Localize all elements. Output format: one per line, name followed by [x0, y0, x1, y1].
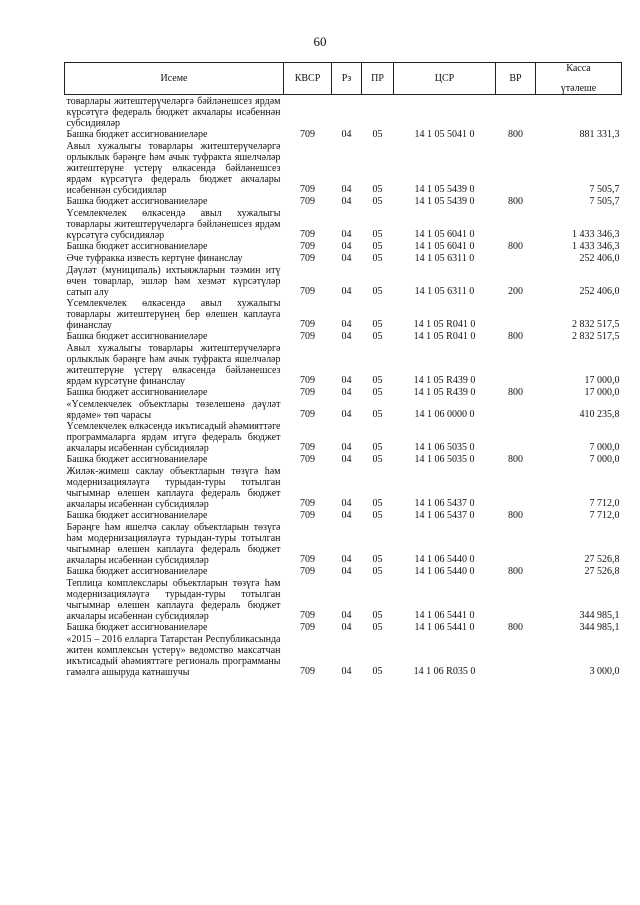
row-name-cell: товарлары житештерүчеләргә бәйләнешсез ярдәм күрсәтүгә федераль бюджет акчалары исәбеннән субсидияләр	[66, 96, 281, 129]
row-pr-cell: 05	[372, 196, 383, 207]
row-csr-cell: 14 1 05 5439 0	[414, 184, 475, 195]
row-rz-cell: 04	[341, 319, 352, 330]
row-pr-cell: 05	[372, 666, 383, 677]
row-name-cell: Үсемлекчелек өлкәсендә авыл хужалыгы товарлары житештерүчеләргә бәйләнешсез ярдәм күрсәтүгә субсидияләр	[66, 208, 281, 241]
row-amount-cell: 27 526,8	[584, 554, 620, 565]
row-rz-cell: 04	[341, 241, 352, 252]
row-kvsr-cell: 709	[300, 229, 315, 240]
row-pr-cell: 05	[372, 510, 383, 521]
row-pr-cell: 05	[372, 454, 383, 465]
row-pr-cell: 05	[372, 387, 383, 398]
row-vr-cell	[496, 253, 536, 265]
row-pr-cell: 05	[372, 184, 383, 195]
row-name-cell: «Үсемлекчелек объектлары төзелешенә дәүләт ярдәме» төп чарасы	[66, 399, 281, 421]
row-kvsr-cell: 709	[300, 510, 315, 521]
row-csr-cell: 14 1 05 5041 0	[414, 129, 475, 140]
row-name-cell: Башка бюджет ассигнованиеләре	[66, 331, 208, 342]
row-kvsr-cell: 709	[300, 319, 315, 330]
row-vr-cell: 800	[508, 331, 523, 342]
row-csr-cell: 14 1 05 6041 0	[414, 241, 475, 252]
row-vr-cell	[496, 399, 536, 421]
row-amount-cell: 7 000,0	[589, 442, 620, 453]
row-kvsr-cell: 709	[300, 331, 315, 342]
row-rz-cell: 04	[341, 331, 352, 342]
row-csr-cell: 14 1 05 R041 0	[413, 331, 476, 342]
row-csr-cell: 14 1 06 5035 0	[414, 454, 475, 465]
page-number: 60	[313, 34, 327, 49]
row-amount-cell: 1 433 346,3	[572, 229, 620, 240]
row-pr-cell: 05	[372, 253, 383, 264]
row-vr-cell: 800	[508, 454, 523, 465]
row-amount-cell: 7 000,0	[589, 454, 620, 465]
row-name-cell: Башка бюджет ассигнованиеләре	[66, 196, 208, 207]
table-row	[65, 622, 622, 634]
row-vr-cell	[496, 421, 536, 454]
row-pr-cell: 05	[372, 286, 383, 297]
row-name-cell: Башка бюджет ассигнованиеләре	[66, 241, 208, 252]
table-header-row	[65, 63, 622, 95]
table-row	[65, 578, 622, 622]
row-name-cell: Башка бюджет ассигнованиеләре	[66, 622, 208, 633]
header-kassa	[536, 63, 622, 95]
row-csr-cell: 14 1 06 5441 0	[414, 610, 475, 621]
row-pr-cell: 05	[372, 409, 383, 420]
row-vr-cell: 800	[508, 622, 523, 633]
row-amount-cell: 27 526,8	[584, 566, 620, 577]
row-name-cell: Башка бюджет ассигнованиеләре	[66, 454, 208, 465]
row-kvsr-cell: 709	[300, 253, 315, 264]
row-csr-cell: 14 1 05 6311 0	[414, 253, 475, 264]
table-row	[65, 196, 622, 208]
row-rz-cell: 04	[341, 196, 352, 207]
header-kvsr: КВСР	[284, 63, 332, 95]
table-row	[65, 421, 622, 454]
row-vr-cell	[496, 208, 536, 241]
header-kassa-top: Касса	[566, 63, 591, 74]
table-row	[65, 141, 622, 196]
table-body	[65, 95, 622, 679]
header-name: Исеме	[65, 63, 284, 95]
row-csr-cell: 14 1 06 5440 0	[414, 566, 475, 577]
row-csr-cell: 14 1 05 R041 0	[413, 319, 476, 330]
row-name-cell: Әче туфракка известь кертүне финанслау	[66, 253, 243, 264]
row-rz-cell: 04	[341, 184, 352, 195]
table-row	[65, 343, 622, 387]
row-name-cell: Авыл хужалыгы товарлары житештерүчеләргә орлыклык бәрәңге һәм ачык туфракта яшелчәләр житештерүне үстерү өлкәсендә бәйләнешсез ярдәм күрсәтүне финанслау	[66, 343, 281, 387]
row-kvsr-cell: 709	[300, 498, 315, 509]
row-vr-cell	[496, 298, 536, 331]
row-rz-cell: 04	[341, 375, 352, 386]
row-amount-cell: 3 000,0	[589, 666, 620, 677]
row-vr-cell: 200	[508, 286, 523, 297]
row-csr-cell: 14 1 06 R035 0	[413, 666, 476, 677]
row-vr-cell: 800	[508, 241, 523, 252]
row-csr-cell	[394, 95, 496, 130]
row-csr-cell: 14 1 06 5035 0	[414, 442, 475, 453]
table-row	[65, 522, 622, 566]
row-pr-cell: 05	[372, 129, 383, 140]
row-kvsr-cell: 709	[300, 566, 315, 577]
row-kvsr-cell: 709	[300, 241, 315, 252]
row-name-cell: Дәүләт (муниципаль) ихтыяжларын тәэмин итү өчен товарлар, эшләр һәм хезмәт күрсәтүләр сатып алу	[66, 265, 281, 298]
row-rz-cell: 04	[341, 566, 352, 577]
row-name-cell: Башка бюджет ассигнованиеләре	[66, 387, 208, 398]
row-kvsr-cell: 709	[300, 184, 315, 195]
row-pr-cell: 05	[372, 241, 383, 252]
row-csr-cell: 14 1 06 5440 0	[414, 554, 475, 565]
table-row	[65, 399, 622, 421]
row-pr-cell: 05	[372, 610, 383, 621]
row-name-cell: Жиләк-жимеш саклау объектларын төзүгә һәм модернизацияләүгә турыдан-туры тотылган чыгымнар өлешен каплауга федераль бюджет акчалары исәбеннән субсидияләр	[66, 466, 281, 510]
row-kvsr-cell: 709	[300, 622, 315, 633]
row-rz-cell: 04	[341, 510, 352, 521]
row-amount-cell: 7 712,0	[589, 498, 620, 509]
row-amount-cell: 344 985,1	[579, 622, 620, 633]
row-vr-cell	[496, 95, 536, 130]
row-rz-cell: 04	[341, 129, 352, 140]
row-name-cell: Үсемлекчелек өлкәсендә авыл хужалыгы товарлары житештерүнең бер өлешен каплауга финанслау	[66, 298, 281, 331]
row-amount-cell	[536, 95, 622, 130]
row-amount-cell: 252 406,0	[579, 253, 620, 264]
row-rz-cell: 04	[341, 229, 352, 240]
row-kvsr-cell: 709	[300, 387, 315, 398]
row-vr-cell: 800	[508, 129, 523, 140]
row-rz-cell: 04	[341, 286, 352, 297]
row-name-cell: Теплица комплекслары объектларын төзүгә һәм модернизацияләүгә турыдан-туры тотылган чыгымнар өлешен каплауга федераль бюджет акчалары исәбеннән субсидияләр	[66, 578, 281, 622]
row-pr-cell: 05	[372, 498, 383, 509]
row-pr-cell: 05	[372, 331, 383, 342]
row-amount-cell: 410 235,8	[579, 409, 620, 420]
row-name-cell: Башка бюджет ассигнованиеләре	[66, 129, 208, 140]
row-kvsr-cell	[284, 95, 332, 130]
row-rz-cell: 04	[341, 610, 352, 621]
header-rz: Рз	[332, 63, 362, 95]
row-pr-cell: 05	[372, 554, 383, 565]
row-name-cell: Үсемлекчелек өлкәсендә икътисадый әһәмияттәге программаларга ярдәм итүгә федераль бюджет акчалары исәбеннән субсидияләр	[66, 421, 281, 454]
row-pr-cell: 05	[372, 442, 383, 453]
row-vr-cell	[496, 634, 536, 678]
row-kvsr-cell: 709	[300, 196, 315, 207]
row-name-cell: Башка бюджет ассигнованиеләре	[66, 510, 208, 521]
row-csr-cell: 14 1 05 6311 0	[414, 286, 475, 297]
row-name-cell: «2015 – 2016 елларга Татарстан Республикасында житен комплексын үстерү» ведомство максатчан икътисадый әһәмияттәге региональ программаны гамәлгә ашыруда катнашучы	[66, 634, 281, 678]
table-row	[65, 298, 622, 331]
row-kvsr-cell: 709	[300, 666, 315, 677]
row-vr-cell	[496, 141, 536, 196]
row-pr-cell: 05	[372, 229, 383, 240]
table-row	[65, 466, 622, 510]
row-kvsr-cell: 709	[300, 554, 315, 565]
row-vr-cell	[496, 578, 536, 622]
table-row	[65, 208, 622, 241]
row-vr-cell: 800	[508, 510, 523, 521]
row-amount-cell: 7 505,7	[589, 184, 620, 195]
header-kassa-bottom: үтәлеше	[560, 83, 597, 94]
row-kvsr-cell: 709	[300, 375, 315, 386]
row-csr-cell: 14 1 05 6041 0	[414, 229, 475, 240]
row-csr-cell: 14 1 06 0000 0	[414, 409, 475, 420]
header-csr: ЦСР	[394, 63, 496, 95]
row-csr-cell: 14 1 05 R439 0	[413, 387, 476, 398]
table-row	[65, 331, 622, 343]
row-kvsr-cell: 709	[300, 442, 315, 453]
row-vr-cell	[496, 343, 536, 387]
row-rz-cell: 04	[341, 498, 352, 509]
row-amount-cell: 2 832 517,5	[572, 331, 620, 342]
row-pr-cell: 05	[372, 566, 383, 577]
row-rz-cell: 04	[341, 387, 352, 398]
table-row	[65, 241, 622, 253]
row-csr-cell: 14 1 05 R439 0	[413, 375, 476, 386]
row-rz-cell: 04	[341, 253, 352, 264]
row-amount-cell: 252 406,0	[579, 286, 620, 297]
row-csr-cell: 14 1 05 5439 0	[414, 196, 475, 207]
row-amount-cell: 2 832 517,5	[572, 319, 620, 330]
table-row	[65, 387, 622, 399]
row-csr-cell: 14 1 06 5441 0	[414, 622, 475, 633]
row-pr-cell: 05	[372, 622, 383, 633]
row-amount-cell: 17 000,0	[584, 387, 620, 398]
row-rz-cell: 04	[341, 666, 352, 677]
table-row	[65, 510, 622, 522]
row-name-cell: Авыл хужалыгы товарлары житештерүчеләргә орлыклык бәрәңге һәм ачык туфракта яшелчәләр житештерүне үстерү өлкәсендә бәйләнешсез ярдәм күрсәтүгә федераль бюджет акчалары исәбеннән субсидияләр	[66, 141, 281, 196]
row-amount-cell: 17 000,0	[584, 375, 620, 386]
header-vr: ВР	[496, 63, 536, 95]
row-vr-cell: 800	[508, 196, 523, 207]
row-kvsr-cell: 709	[300, 610, 315, 621]
row-kvsr-cell: 709	[300, 286, 315, 297]
row-kvsr-cell: 709	[300, 129, 315, 140]
row-pr-cell	[362, 95, 394, 130]
row-rz-cell	[332, 95, 362, 130]
table-row	[65, 129, 622, 141]
table-row	[65, 265, 622, 298]
row-rz-cell: 04	[341, 622, 352, 633]
row-amount-cell: 881 331,3	[579, 129, 620, 140]
row-vr-cell: 800	[508, 387, 523, 398]
row-name-cell: Башка бюджет ассигнованиеләре	[66, 566, 208, 577]
row-vr-cell	[496, 466, 536, 510]
row-pr-cell: 05	[372, 375, 383, 386]
header-pr: ПР	[362, 63, 394, 95]
row-amount-cell: 7 505,7	[589, 196, 620, 207]
table-row	[65, 253, 622, 265]
table-row	[65, 454, 622, 466]
row-rz-cell: 04	[341, 409, 352, 420]
row-name-cell: Бәрәңге һәм яшелчә саклау объектларын төзүгә һәм модернизацияләүгә турыдан-туры тотылган чыгымнар өлешен каплауга федераль бюджет акчалары исәбеннән субсидияләр	[66, 522, 281, 566]
row-csr-cell: 14 1 06 5437 0	[414, 498, 475, 509]
row-rz-cell: 04	[341, 554, 352, 565]
row-rz-cell: 04	[341, 454, 352, 465]
table-row	[65, 566, 622, 578]
row-kvsr-cell: 709	[300, 454, 315, 465]
row-vr-cell	[496, 522, 536, 566]
row-pr-cell: 05	[372, 319, 383, 330]
row-amount-cell: 7 712,0	[589, 510, 620, 521]
row-rz-cell: 04	[341, 442, 352, 453]
row-vr-cell: 800	[508, 566, 523, 577]
row-amount-cell: 344 985,1	[579, 610, 620, 621]
table-row	[65, 95, 622, 130]
row-kvsr-cell: 709	[300, 409, 315, 420]
row-amount-cell: 1 433 346,3	[572, 241, 620, 252]
budget-table	[64, 62, 622, 678]
table-row	[65, 634, 622, 678]
row-csr-cell: 14 1 06 5437 0	[414, 510, 475, 521]
